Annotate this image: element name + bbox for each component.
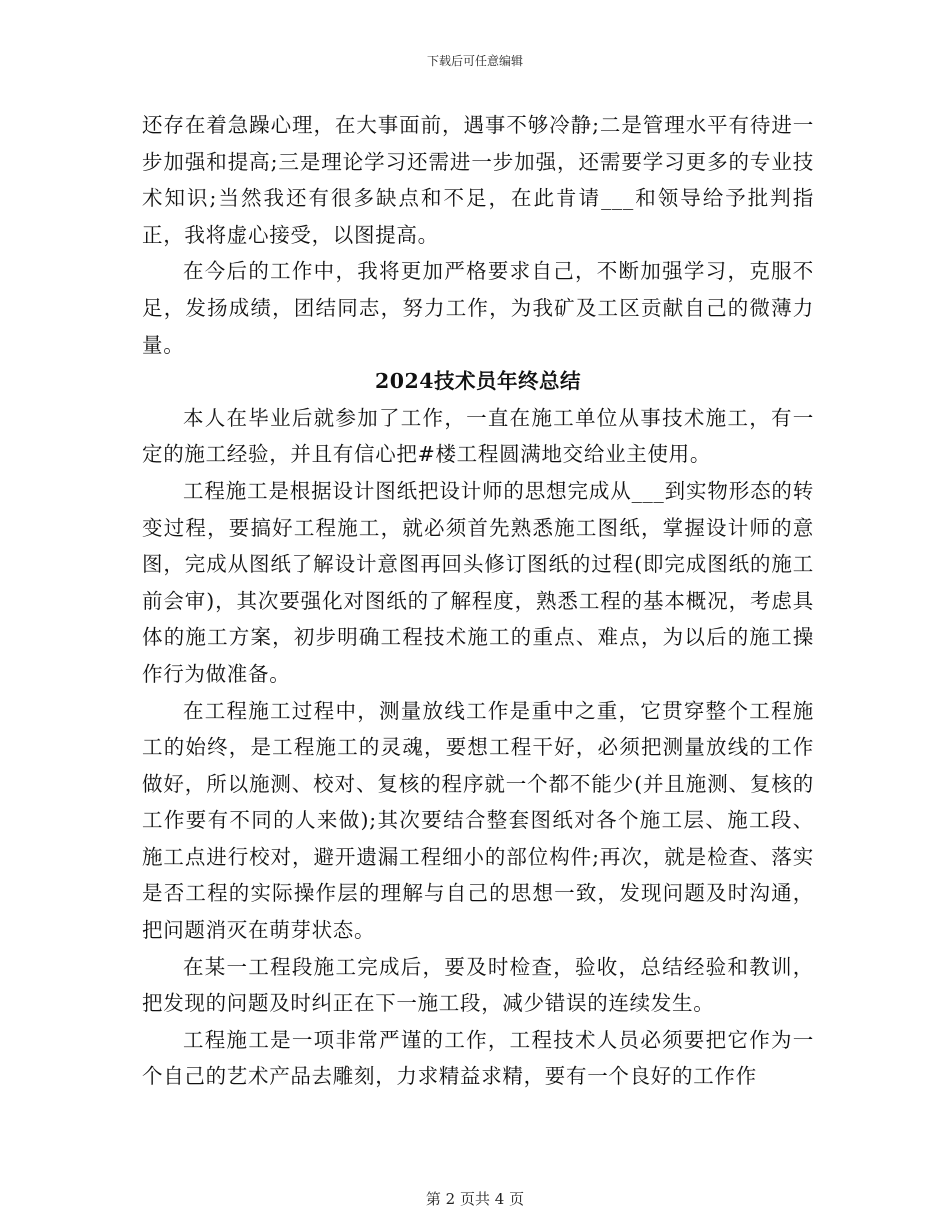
page-header: 下载后可任意编辑: [426, 54, 523, 68]
page-footer: 第 2 页共 4 页: [425, 1190, 525, 1208]
paragraph-continuation: 还存在着急躁心理，在大事面前，遇事不够冷静;二是管理水平有待进一步加强和提高;三是理论学习还需进一步加强，还需要学习更多的专业技术知识;当然我还有很多缺点和不足，在此肯请___和领导给予批判指正，我将虚心接受，以图提高。: [142, 113, 814, 247]
section-title: 2024技术员年终总结: [374, 369, 582, 394]
paragraph: 在今后的工作中，我将更加严格要求自己，不断加强学习，克服不足，发扬成绩，团结同志，努力工作，为我矿及工区贡献自己的微薄力量。: [142, 259, 814, 357]
paragraph: 本人在毕业后就参加了工作，一直在施工单位从事技术施工，有一定的施工经验，并且有信心把#楼工程圆满地交给业主使用。: [142, 405, 814, 467]
paragraph: 在某一工程段施工完成后，要及时检查，验收，总结经验和教训，把发现的问题及时纠正在下一施工段，减少错误的连续发生。: [142, 954, 814, 1016]
document-body: [142, 107, 814, 1095]
paragraph: 工程施工是一项非常严谨的工作，工程技术人员必须要把它作为一个自己的艺术产品去雕刻，力求精益求精，要有一个良好的工作作: [142, 1027, 814, 1089]
paragraph: 工程施工是根据设计图纸把设计师的思想完成从___到实物形态的转变过程，要搞好工程施工，就必须首先熟悉施工图纸，掌握设计师的意图，完成从图纸了解设计意图再回头修订图纸的过程(即完成图纸的施工前会审)，其次要强化对图纸的了解程度，熟悉工程的基本概况，考虑具体的施工方案，初步明确工程技术施工的重点、难点，为以后的施工操作行为做准备。: [142, 478, 814, 686]
paragraph: 在工程施工过程中，测量放线工作是重中之重，它贯穿整个工程施工的始终，是工程施工的灵魂，要想工程干好，必须把测量放线的工作做好，所以施测、校对、复核的程序就一个都不能少(并且施测、复核的工作要有不同的人来做);其次要结合整套图纸对各个施工层、施工段、施工点进行校对，避开遗漏工程细小的部位构件;再次，就是检查、落实是否工程的实际操作层的理解与自己的思想一致，发现问题及时沟通，把问题消灭在萌芽状态。: [142, 698, 814, 943]
